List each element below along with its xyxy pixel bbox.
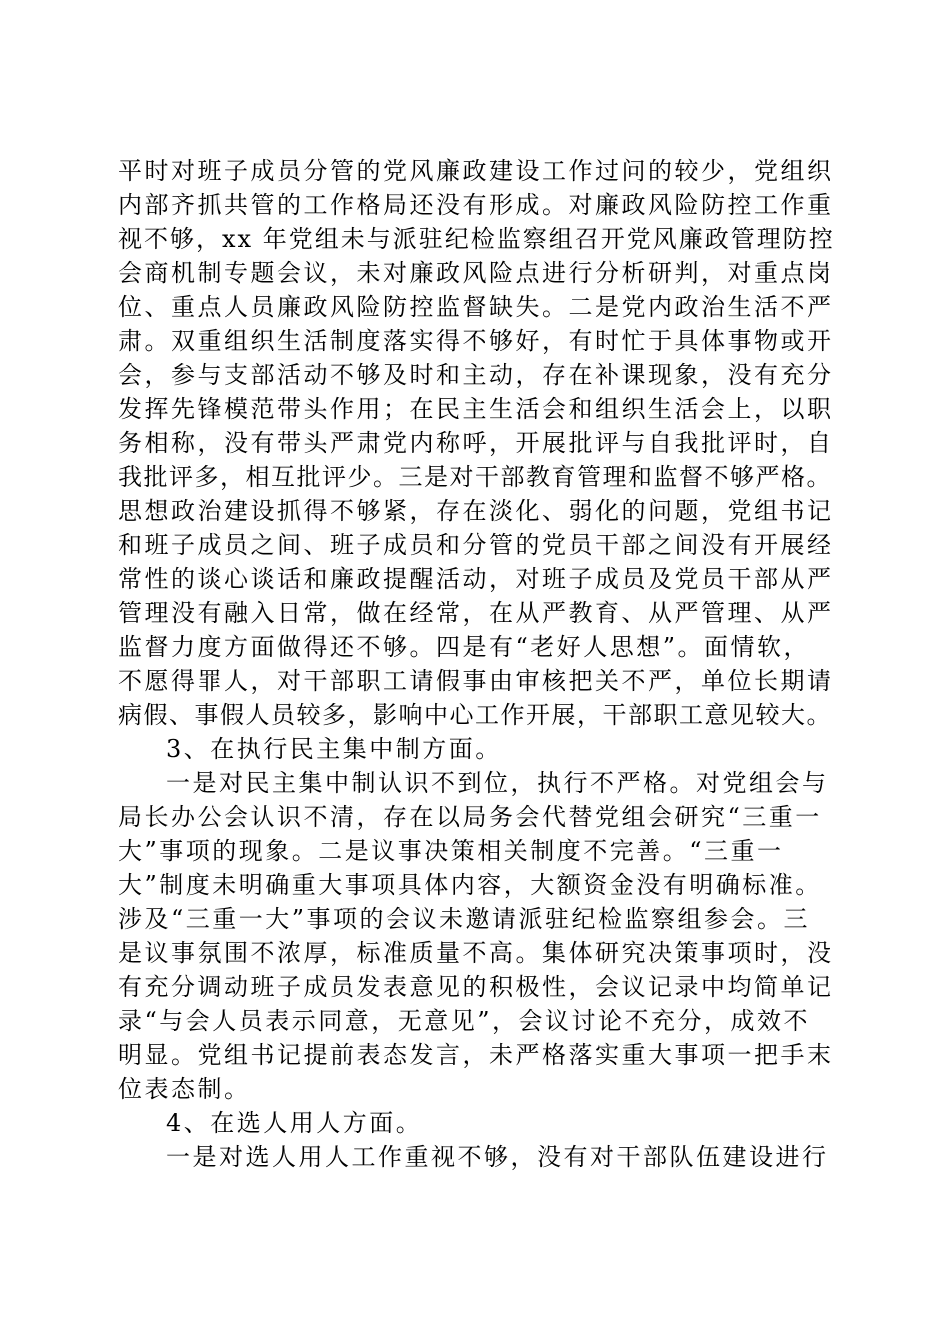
text-line: 平时对班子成员分管的党风廉政建设工作过问的较少，党组织 xyxy=(118,157,834,185)
text-line: 大”制度未明确重大事项具体内容，大额资金没有明确标准。 xyxy=(118,871,822,899)
text-line: 一是对选人用人工作重视不够，没有对干部队伍建设进行 xyxy=(166,1143,829,1171)
text-line: 涉及“三重一大”事项的会议未邀请派驻纪检监察组参会。三 xyxy=(118,905,811,933)
text-line: 明显。党组书记提前表态发言，未严格落实重大事项一把手末 xyxy=(118,1041,834,1069)
text-line: 位、重点人员廉政风险防控监督缺失。二是党内政治生活不严 xyxy=(118,293,834,321)
text-line: 我批评多，相互批评少。三是对干部教育管理和监督不够严格。 xyxy=(118,463,832,491)
text-line: 内部齐抓共管的工作格局还没有形成。对廉政风险防控工作重 xyxy=(118,191,834,219)
text-line: 视不够，xx 年党组未与派驻纪检监察组召开党风廉政管理防控 xyxy=(118,225,835,253)
text-line: 会商机制专题会议，未对廉政风险点进行分析研判，对重点岗 xyxy=(118,259,834,287)
text-line: 务相称，没有带头严肃党内称呼，开展批评与自我批评时，自 xyxy=(118,429,834,457)
text-line: 病假、事假人员较多，影响中心工作开展，干部职工意见较大。 xyxy=(118,701,832,729)
text-line: 监督力度方面做得还不够。四是有“老好人思想”。面情软， xyxy=(118,633,811,661)
text-line: 思想政治建设抓得不够紧，存在淡化、弱化的问题，党组书记 xyxy=(118,497,834,525)
text-line: 会，参与支部活动不够及时和主动，存在补课现象，没有充分 xyxy=(118,361,834,389)
section-heading: 4、在选人用人方面。 xyxy=(166,1109,423,1137)
text-line: 有充分调动班子成员发表意见的积极性，会议记录中均简单记 xyxy=(118,973,834,1001)
text-line: 录“与会人员表示同意，无意见”，会议讨论不充分，成效不 xyxy=(118,1007,811,1035)
text-line: 局长办公会认识不清，存在以局务会代替党组会研究“三重一 xyxy=(118,803,822,831)
section-heading: 3、在执行民主集中制方面。 xyxy=(166,735,502,763)
text-line: 一是对民主集中制认识不到位，执行不严格。对党组会与 xyxy=(166,769,829,797)
text-line: 大”事项的现象。二是议事决策相关制度不完善。“三重一 xyxy=(118,837,784,865)
text-line: 管理没有融入日常，做在经常，在从严教育、从严管理、从严 xyxy=(118,599,834,627)
text-line: 不愿得罪人，对干部职工请假事由审核把关不严，单位长期请 xyxy=(118,667,834,695)
text-line: 肃。双重组织生活制度落实得不够好，有时忙于具体事物或开 xyxy=(118,327,834,355)
text-line: 位表态制。 xyxy=(118,1075,251,1103)
text-line: 常性的谈心谈话和廉政提醒活动，对班子成员及党员干部从严 xyxy=(118,565,834,593)
text-line: 和班子成员之间、班子成员和分管的党员干部之间没有开展经 xyxy=(118,531,834,559)
text-line: 是议事氛围不浓厚，标准质量不高。集体研究决策事项时，没 xyxy=(118,939,834,967)
text-line: 发挥先锋模范带头作用；在民主生活会和组织生活会上，以职 xyxy=(118,395,834,423)
